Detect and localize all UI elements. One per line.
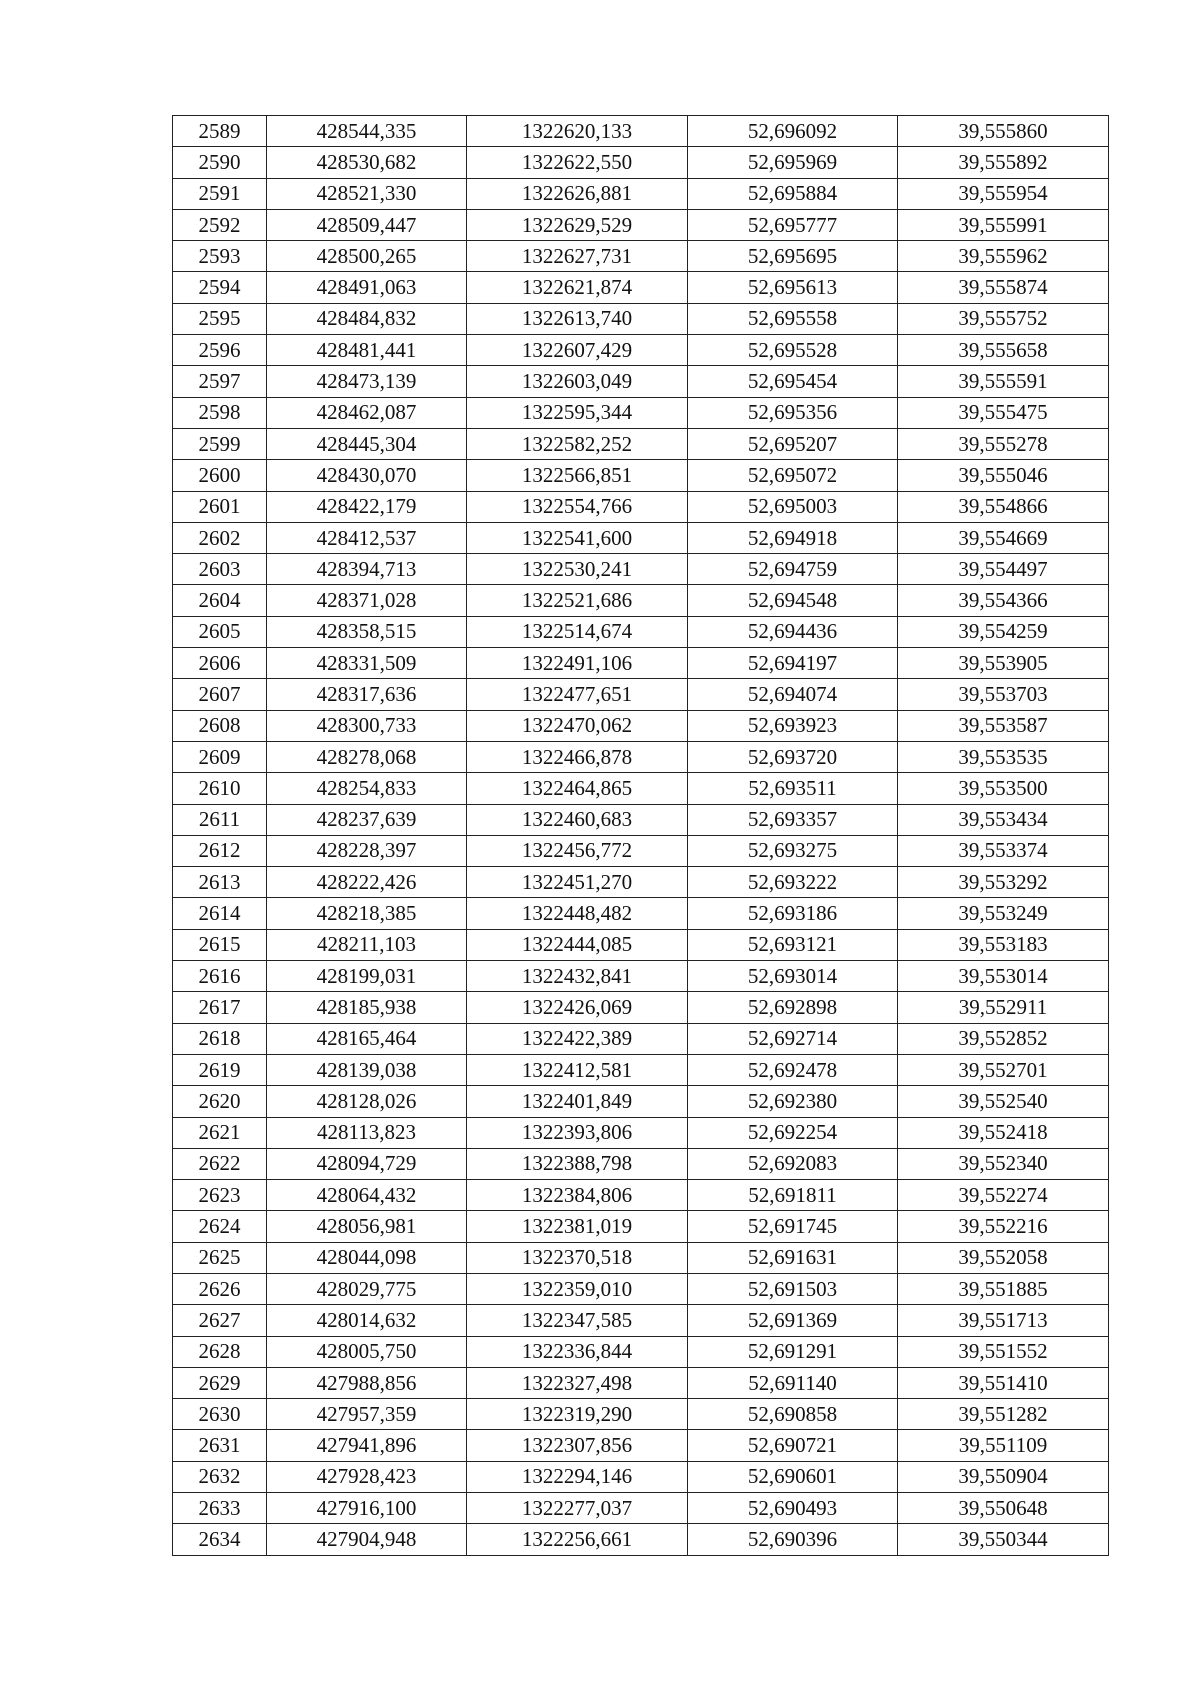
y-coordinate-cell: 1322595,344 — [467, 397, 688, 428]
longitude-cell: 39,552852 — [898, 1023, 1109, 1054]
longitude-cell: 39,555475 — [898, 397, 1109, 428]
y-coordinate-cell: 1322347,585 — [467, 1305, 688, 1336]
longitude-cell: 39,552058 — [898, 1242, 1109, 1273]
y-coordinate-cell: 1322384,806 — [467, 1180, 688, 1211]
y-coordinate-cell: 1322393,806 — [467, 1117, 688, 1148]
point-number-cell: 2619 — [173, 1054, 267, 1085]
latitude-cell: 52,693923 — [688, 710, 898, 741]
latitude-cell: 52,693511 — [688, 773, 898, 804]
table-row — [173, 1336, 1109, 1367]
x-coordinate-cell: 428094,729 — [267, 1148, 467, 1179]
table-row — [173, 1273, 1109, 1304]
x-coordinate-cell: 428113,823 — [267, 1117, 467, 1148]
latitude-cell: 52,692714 — [688, 1023, 898, 1054]
x-coordinate-cell: 428222,426 — [267, 867, 467, 898]
x-coordinate-cell: 428331,509 — [267, 648, 467, 679]
x-coordinate-cell: 428484,832 — [267, 303, 467, 334]
point-number-cell: 2594 — [173, 272, 267, 303]
y-coordinate-cell: 1322401,849 — [467, 1086, 688, 1117]
table-row — [173, 491, 1109, 522]
x-coordinate-cell: 428509,447 — [267, 209, 467, 240]
longitude-cell: 39,553535 — [898, 741, 1109, 772]
latitude-cell: 52,691811 — [688, 1180, 898, 1211]
latitude-cell: 52,693275 — [688, 835, 898, 866]
latitude-cell: 52,694436 — [688, 616, 898, 647]
table-row — [173, 1524, 1109, 1555]
longitude-cell: 39,551410 — [898, 1367, 1109, 1398]
point-number-cell: 2609 — [173, 741, 267, 772]
table-row — [173, 1367, 1109, 1398]
longitude-cell: 39,550904 — [898, 1461, 1109, 1492]
longitude-cell: 39,553587 — [898, 710, 1109, 741]
longitude-cell: 39,552911 — [898, 992, 1109, 1023]
longitude-cell: 39,553183 — [898, 929, 1109, 960]
longitude-cell: 39,555991 — [898, 209, 1109, 240]
longitude-cell: 39,554669 — [898, 522, 1109, 553]
table-row — [173, 1180, 1109, 1211]
table-row — [173, 773, 1109, 804]
table-row — [173, 616, 1109, 647]
longitude-cell: 39,555752 — [898, 303, 1109, 334]
point-number-cell: 2612 — [173, 835, 267, 866]
table-row — [173, 835, 1109, 866]
longitude-cell: 39,551885 — [898, 1273, 1109, 1304]
point-number-cell: 2590 — [173, 147, 267, 178]
point-number-cell: 2620 — [173, 1086, 267, 1117]
point-number-cell: 2598 — [173, 397, 267, 428]
y-coordinate-cell: 1322566,851 — [467, 460, 688, 491]
table-row — [173, 867, 1109, 898]
table-row — [173, 178, 1109, 209]
point-number-cell: 2589 — [173, 116, 267, 147]
latitude-cell: 52,692478 — [688, 1054, 898, 1085]
longitude-cell: 39,552340 — [898, 1148, 1109, 1179]
longitude-cell: 39,553500 — [898, 773, 1109, 804]
table-row — [173, 460, 1109, 491]
y-coordinate-cell: 1322460,683 — [467, 804, 688, 835]
point-number-cell: 2606 — [173, 648, 267, 679]
point-number-cell: 2605 — [173, 616, 267, 647]
y-coordinate-cell: 1322554,766 — [467, 491, 688, 522]
table-row — [173, 679, 1109, 710]
latitude-cell: 52,693357 — [688, 804, 898, 835]
latitude-cell: 52,690493 — [688, 1493, 898, 1524]
y-coordinate-cell: 1322620,133 — [467, 116, 688, 147]
latitude-cell: 52,692083 — [688, 1148, 898, 1179]
table-row — [173, 335, 1109, 366]
table-row — [173, 898, 1109, 929]
table-row — [173, 1461, 1109, 1492]
table-row — [173, 116, 1109, 147]
point-number-cell: 2602 — [173, 522, 267, 553]
x-coordinate-cell: 427904,948 — [267, 1524, 467, 1555]
latitude-cell: 52,695003 — [688, 491, 898, 522]
longitude-cell: 39,555954 — [898, 178, 1109, 209]
point-number-cell: 2607 — [173, 679, 267, 710]
y-coordinate-cell: 1322336,844 — [467, 1336, 688, 1367]
latitude-cell: 52,694548 — [688, 585, 898, 616]
table-row — [173, 929, 1109, 960]
table-row — [173, 1148, 1109, 1179]
point-number-cell: 2622 — [173, 1148, 267, 1179]
y-coordinate-cell: 1322627,731 — [467, 241, 688, 272]
latitude-cell: 52,695558 — [688, 303, 898, 334]
point-number-cell: 2625 — [173, 1242, 267, 1273]
point-number-cell: 2627 — [173, 1305, 267, 1336]
latitude-cell: 52,693186 — [688, 898, 898, 929]
x-coordinate-cell: 428218,385 — [267, 898, 467, 929]
x-coordinate-cell: 428139,038 — [267, 1054, 467, 1085]
longitude-cell: 39,555591 — [898, 366, 1109, 397]
table-row — [173, 522, 1109, 553]
latitude-cell: 52,695695 — [688, 241, 898, 272]
point-number-cell: 2615 — [173, 929, 267, 960]
y-coordinate-cell: 1322359,010 — [467, 1273, 688, 1304]
table-row — [173, 1117, 1109, 1148]
x-coordinate-cell: 428491,063 — [267, 272, 467, 303]
y-coordinate-cell: 1322603,049 — [467, 366, 688, 397]
table-row — [173, 804, 1109, 835]
longitude-cell: 39,555892 — [898, 147, 1109, 178]
table-row — [173, 1086, 1109, 1117]
y-coordinate-cell: 1322448,482 — [467, 898, 688, 929]
x-coordinate-cell: 427957,359 — [267, 1399, 467, 1430]
longitude-cell: 39,555962 — [898, 241, 1109, 272]
longitude-cell: 39,551109 — [898, 1430, 1109, 1461]
point-number-cell: 2618 — [173, 1023, 267, 1054]
x-coordinate-cell: 428254,833 — [267, 773, 467, 804]
latitude-cell: 52,692254 — [688, 1117, 898, 1148]
y-coordinate-cell: 1322607,429 — [467, 335, 688, 366]
x-coordinate-cell: 428412,537 — [267, 522, 467, 553]
x-coordinate-cell: 428237,639 — [267, 804, 467, 835]
point-number-cell: 2597 — [173, 366, 267, 397]
y-coordinate-cell: 1322319,290 — [467, 1399, 688, 1430]
point-number-cell: 2632 — [173, 1461, 267, 1492]
table-row — [173, 1023, 1109, 1054]
x-coordinate-cell: 428521,330 — [267, 178, 467, 209]
x-coordinate-cell: 428014,632 — [267, 1305, 467, 1336]
longitude-cell: 39,553249 — [898, 898, 1109, 929]
x-coordinate-cell: 428044,098 — [267, 1242, 467, 1273]
y-coordinate-cell: 1322629,529 — [467, 209, 688, 240]
x-coordinate-cell: 427928,423 — [267, 1461, 467, 1492]
y-coordinate-cell: 1322432,841 — [467, 961, 688, 992]
x-coordinate-cell: 428228,397 — [267, 835, 467, 866]
latitude-cell: 52,691745 — [688, 1211, 898, 1242]
y-coordinate-cell: 1322622,550 — [467, 147, 688, 178]
x-coordinate-cell: 428500,265 — [267, 241, 467, 272]
longitude-cell: 39,553292 — [898, 867, 1109, 898]
latitude-cell: 52,695356 — [688, 397, 898, 428]
y-coordinate-cell: 1322466,878 — [467, 741, 688, 772]
latitude-cell: 52,695777 — [688, 209, 898, 240]
point-number-cell: 2610 — [173, 773, 267, 804]
y-coordinate-cell: 1322491,106 — [467, 648, 688, 679]
y-coordinate-cell: 1322464,865 — [467, 773, 688, 804]
y-coordinate-cell: 1322530,241 — [467, 554, 688, 585]
table-row — [173, 585, 1109, 616]
latitude-cell: 52,696092 — [688, 116, 898, 147]
x-coordinate-cell: 428530,682 — [267, 147, 467, 178]
y-coordinate-cell: 1322541,600 — [467, 522, 688, 553]
longitude-cell: 39,554866 — [898, 491, 1109, 522]
latitude-cell: 52,695528 — [688, 335, 898, 366]
table-row — [173, 209, 1109, 240]
y-coordinate-cell: 1322307,856 — [467, 1430, 688, 1461]
x-coordinate-cell: 428473,139 — [267, 366, 467, 397]
y-coordinate-cell: 1322626,881 — [467, 178, 688, 209]
longitude-cell: 39,555874 — [898, 272, 1109, 303]
coordinates-table — [172, 115, 1109, 1556]
longitude-cell: 39,553434 — [898, 804, 1109, 835]
x-coordinate-cell: 428029,775 — [267, 1273, 467, 1304]
y-coordinate-cell: 1322514,674 — [467, 616, 688, 647]
latitude-cell: 52,690601 — [688, 1461, 898, 1492]
longitude-cell: 39,552216 — [898, 1211, 1109, 1242]
point-number-cell: 2608 — [173, 710, 267, 741]
longitude-cell: 39,551282 — [898, 1399, 1109, 1430]
point-number-cell: 2596 — [173, 335, 267, 366]
longitude-cell: 39,554259 — [898, 616, 1109, 647]
x-coordinate-cell: 428056,981 — [267, 1211, 467, 1242]
y-coordinate-cell: 1322422,389 — [467, 1023, 688, 1054]
longitude-cell: 39,551552 — [898, 1336, 1109, 1367]
latitude-cell: 52,694197 — [688, 648, 898, 679]
x-coordinate-cell: 428394,713 — [267, 554, 467, 585]
table-row — [173, 554, 1109, 585]
point-number-cell: 2628 — [173, 1336, 267, 1367]
table-row — [173, 1399, 1109, 1430]
point-number-cell: 2613 — [173, 867, 267, 898]
latitude-cell: 52,690858 — [688, 1399, 898, 1430]
table-row — [173, 1493, 1109, 1524]
point-number-cell: 2629 — [173, 1367, 267, 1398]
y-coordinate-cell: 1322256,661 — [467, 1524, 688, 1555]
x-coordinate-cell: 428300,733 — [267, 710, 467, 741]
coordinates-table-body — [173, 116, 1109, 1556]
longitude-cell: 39,552418 — [898, 1117, 1109, 1148]
x-coordinate-cell: 428358,515 — [267, 616, 467, 647]
x-coordinate-cell: 428481,441 — [267, 335, 467, 366]
latitude-cell: 52,694759 — [688, 554, 898, 585]
y-coordinate-cell: 1322613,740 — [467, 303, 688, 334]
point-number-cell: 2600 — [173, 460, 267, 491]
longitude-cell: 39,551713 — [898, 1305, 1109, 1336]
x-coordinate-cell: 427916,100 — [267, 1493, 467, 1524]
latitude-cell: 52,691369 — [688, 1305, 898, 1336]
point-number-cell: 2603 — [173, 554, 267, 585]
point-number-cell: 2595 — [173, 303, 267, 334]
latitude-cell: 52,691140 — [688, 1367, 898, 1398]
x-coordinate-cell: 428317,636 — [267, 679, 467, 710]
table-row — [173, 303, 1109, 334]
y-coordinate-cell: 1322388,798 — [467, 1148, 688, 1179]
y-coordinate-cell: 1322456,772 — [467, 835, 688, 866]
y-coordinate-cell: 1322521,686 — [467, 585, 688, 616]
y-coordinate-cell: 1322451,270 — [467, 867, 688, 898]
point-number-cell: 2601 — [173, 491, 267, 522]
x-coordinate-cell: 428544,335 — [267, 116, 467, 147]
point-number-cell: 2634 — [173, 1524, 267, 1555]
point-number-cell: 2631 — [173, 1430, 267, 1461]
point-number-cell: 2617 — [173, 992, 267, 1023]
longitude-cell: 39,555278 — [898, 428, 1109, 459]
latitude-cell: 52,693222 — [688, 867, 898, 898]
latitude-cell: 52,695884 — [688, 178, 898, 209]
x-coordinate-cell: 428185,938 — [267, 992, 467, 1023]
x-coordinate-cell: 428278,068 — [267, 741, 467, 772]
latitude-cell: 52,693720 — [688, 741, 898, 772]
point-number-cell: 2630 — [173, 1399, 267, 1430]
longitude-cell: 39,553014 — [898, 961, 1109, 992]
longitude-cell: 39,554366 — [898, 585, 1109, 616]
longitude-cell: 39,552274 — [898, 1180, 1109, 1211]
x-coordinate-cell: 428199,031 — [267, 961, 467, 992]
y-coordinate-cell: 1322470,062 — [467, 710, 688, 741]
longitude-cell: 39,554497 — [898, 554, 1109, 585]
latitude-cell: 52,691631 — [688, 1242, 898, 1273]
point-number-cell: 2621 — [173, 1117, 267, 1148]
longitude-cell: 39,550648 — [898, 1493, 1109, 1524]
latitude-cell: 52,692380 — [688, 1086, 898, 1117]
longitude-cell: 39,553374 — [898, 835, 1109, 866]
y-coordinate-cell: 1322294,146 — [467, 1461, 688, 1492]
table-row — [173, 397, 1109, 428]
latitude-cell: 52,695072 — [688, 460, 898, 491]
x-coordinate-cell: 428430,070 — [267, 460, 467, 491]
table-row — [173, 1054, 1109, 1085]
x-coordinate-cell: 428211,103 — [267, 929, 467, 960]
table-row — [173, 992, 1109, 1023]
longitude-cell: 39,552701 — [898, 1054, 1109, 1085]
table-row — [173, 272, 1109, 303]
latitude-cell: 52,691503 — [688, 1273, 898, 1304]
y-coordinate-cell: 1322621,874 — [467, 272, 688, 303]
table-row — [173, 1305, 1109, 1336]
y-coordinate-cell: 1322370,518 — [467, 1242, 688, 1273]
y-coordinate-cell: 1322444,085 — [467, 929, 688, 960]
x-coordinate-cell: 428064,432 — [267, 1180, 467, 1211]
latitude-cell: 52,694918 — [688, 522, 898, 553]
point-number-cell: 2624 — [173, 1211, 267, 1242]
longitude-cell: 39,555046 — [898, 460, 1109, 491]
table-row — [173, 428, 1109, 459]
table-row — [173, 366, 1109, 397]
table-row — [173, 147, 1109, 178]
table-row — [173, 648, 1109, 679]
table-row — [173, 1211, 1109, 1242]
table-row — [173, 961, 1109, 992]
longitude-cell: 39,555860 — [898, 116, 1109, 147]
y-coordinate-cell: 1322582,252 — [467, 428, 688, 459]
longitude-cell: 39,555658 — [898, 335, 1109, 366]
x-coordinate-cell: 428422,179 — [267, 491, 467, 522]
latitude-cell: 52,692898 — [688, 992, 898, 1023]
point-number-cell: 2614 — [173, 898, 267, 929]
latitude-cell: 52,694074 — [688, 679, 898, 710]
latitude-cell: 52,695207 — [688, 428, 898, 459]
longitude-cell: 39,550344 — [898, 1524, 1109, 1555]
table-row — [173, 710, 1109, 741]
x-coordinate-cell: 427988,856 — [267, 1367, 467, 1398]
table-row — [173, 1242, 1109, 1273]
latitude-cell: 52,695454 — [688, 366, 898, 397]
longitude-cell: 39,553703 — [898, 679, 1109, 710]
latitude-cell: 52,693014 — [688, 961, 898, 992]
latitude-cell: 52,695969 — [688, 147, 898, 178]
table-row — [173, 741, 1109, 772]
x-coordinate-cell: 428371,028 — [267, 585, 467, 616]
y-coordinate-cell: 1322477,651 — [467, 679, 688, 710]
point-number-cell: 2633 — [173, 1493, 267, 1524]
y-coordinate-cell: 1322327,498 — [467, 1367, 688, 1398]
x-coordinate-cell: 428128,026 — [267, 1086, 467, 1117]
point-number-cell: 2626 — [173, 1273, 267, 1304]
point-number-cell: 2593 — [173, 241, 267, 272]
y-coordinate-cell: 1322412,581 — [467, 1054, 688, 1085]
x-coordinate-cell: 428445,304 — [267, 428, 467, 459]
x-coordinate-cell: 428462,087 — [267, 397, 467, 428]
table-row — [173, 241, 1109, 272]
table-row — [173, 1430, 1109, 1461]
latitude-cell: 52,690721 — [688, 1430, 898, 1461]
point-number-cell: 2623 — [173, 1180, 267, 1211]
y-coordinate-cell: 1322277,037 — [467, 1493, 688, 1524]
point-number-cell: 2599 — [173, 428, 267, 459]
point-number-cell: 2592 — [173, 209, 267, 240]
point-number-cell: 2591 — [173, 178, 267, 209]
x-coordinate-cell: 428005,750 — [267, 1336, 467, 1367]
latitude-cell: 52,691291 — [688, 1336, 898, 1367]
point-number-cell: 2616 — [173, 961, 267, 992]
latitude-cell: 52,693121 — [688, 929, 898, 960]
latitude-cell: 52,690396 — [688, 1524, 898, 1555]
x-coordinate-cell: 427941,896 — [267, 1430, 467, 1461]
point-number-cell: 2604 — [173, 585, 267, 616]
latitude-cell: 52,695613 — [688, 272, 898, 303]
y-coordinate-cell: 1322426,069 — [467, 992, 688, 1023]
longitude-cell: 39,553905 — [898, 648, 1109, 679]
point-number-cell: 2611 — [173, 804, 267, 835]
y-coordinate-cell: 1322381,019 — [467, 1211, 688, 1242]
x-coordinate-cell: 428165,464 — [267, 1023, 467, 1054]
longitude-cell: 39,552540 — [898, 1086, 1109, 1117]
